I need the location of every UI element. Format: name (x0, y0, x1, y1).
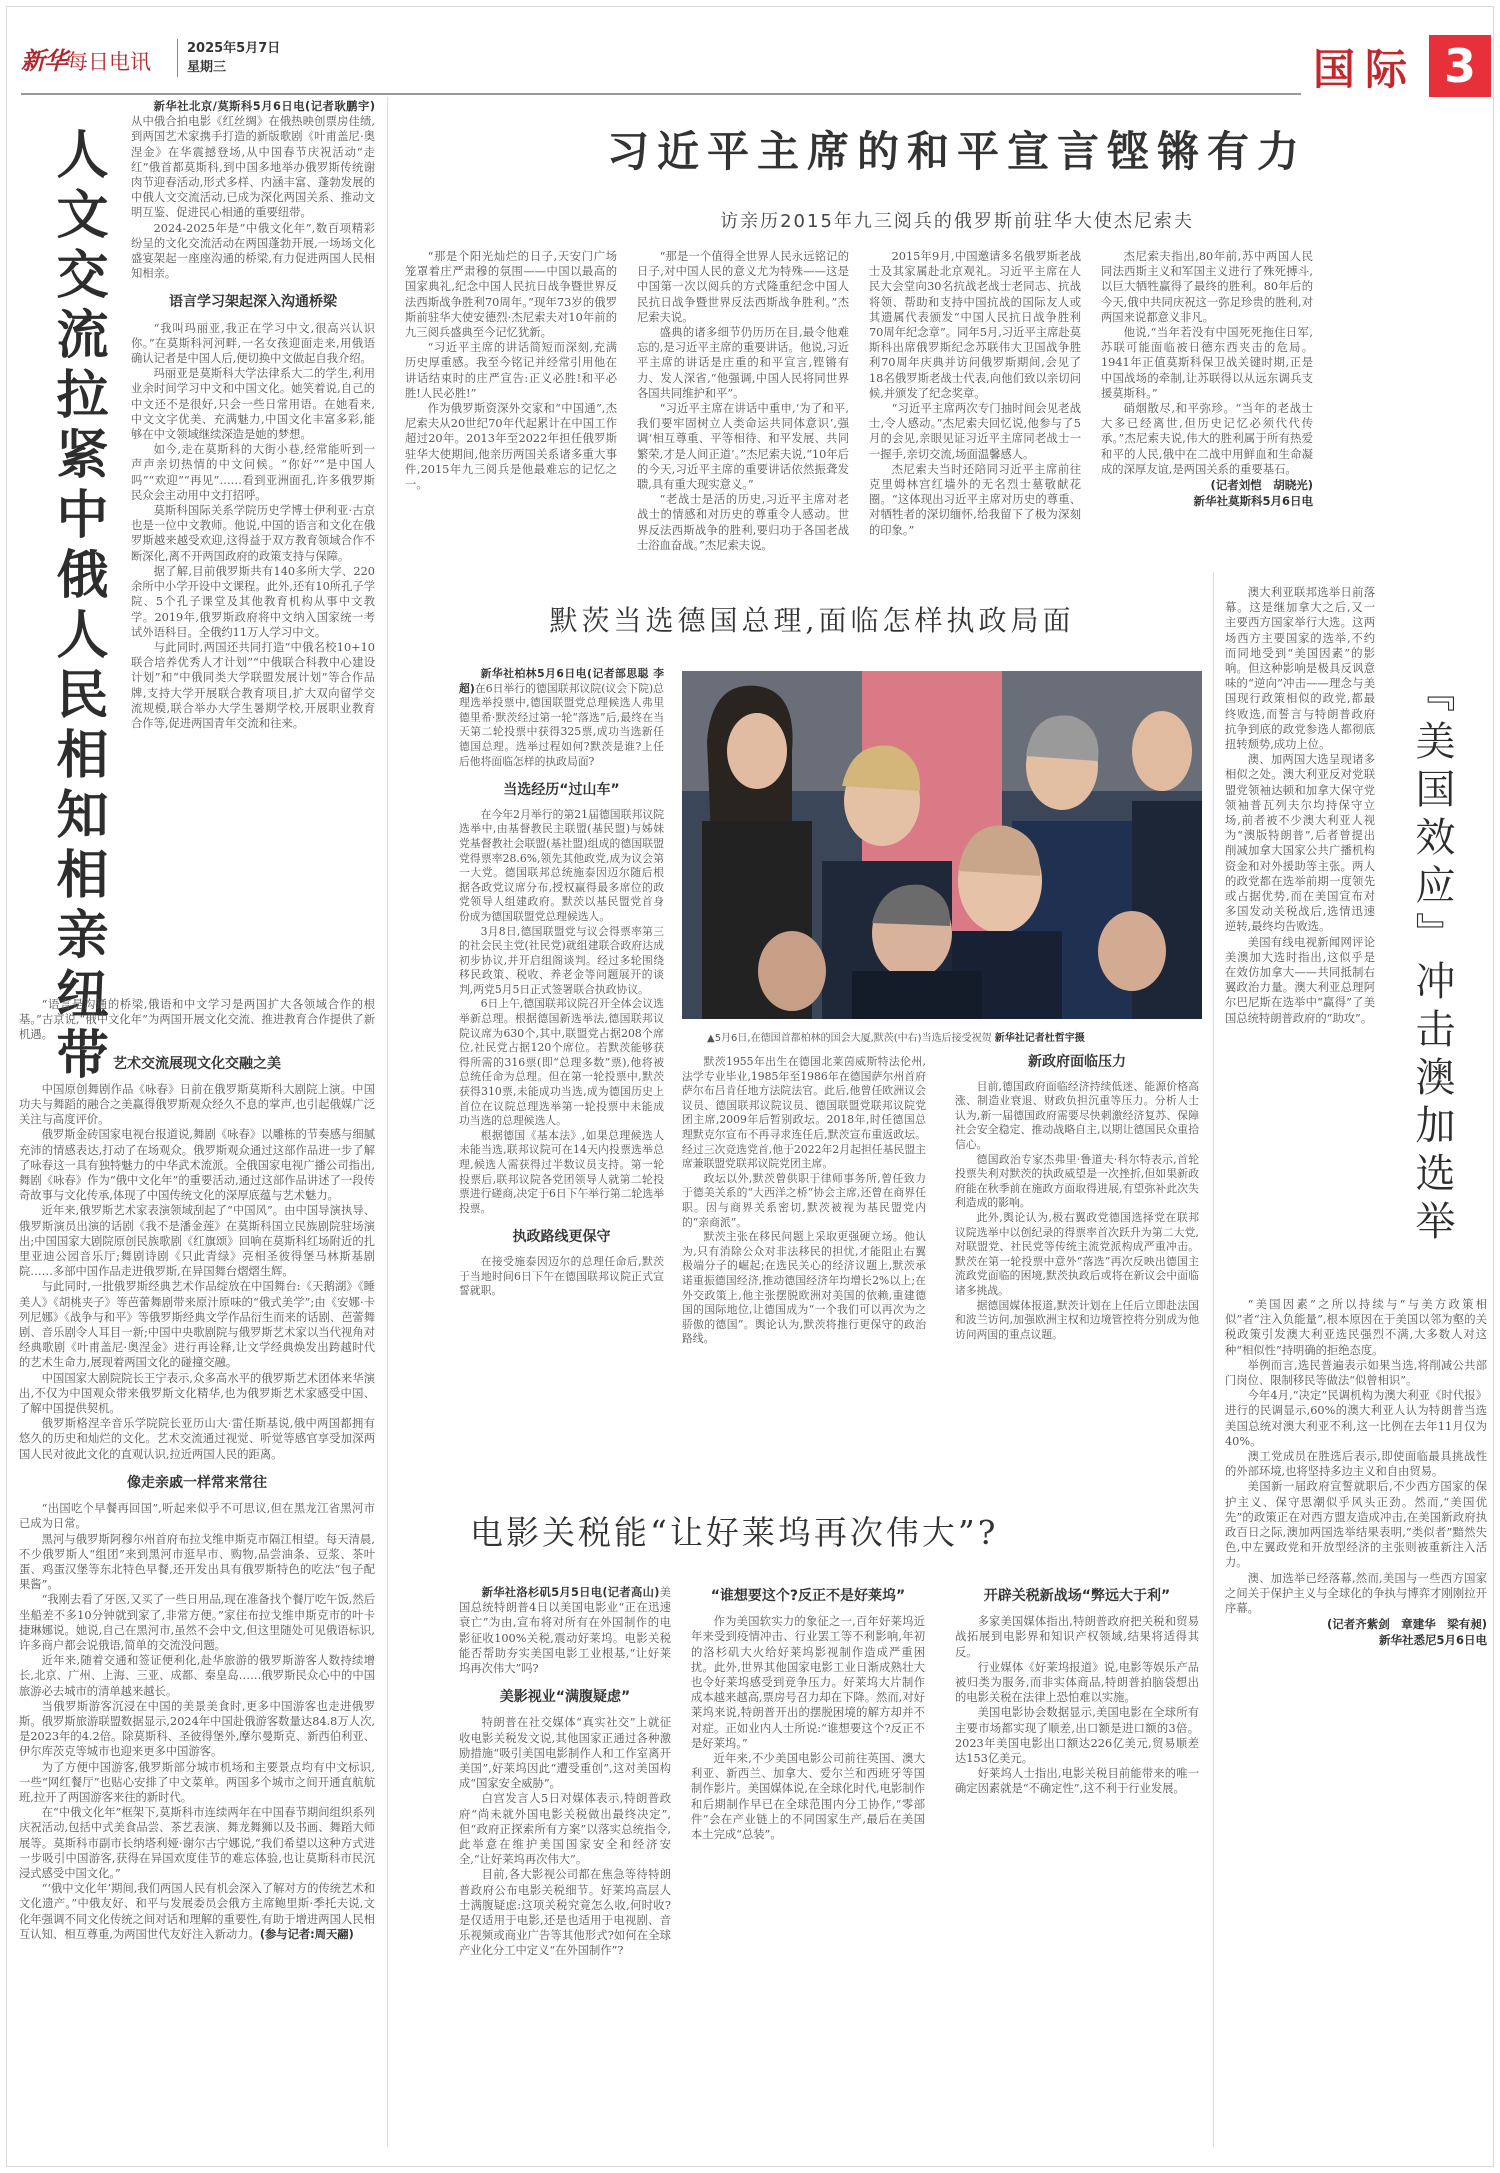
xi-dateline: 新华社莫斯科5月6日电 (1193, 494, 1313, 509)
culture-paragraph: 如今,走在莫斯科的大街小巷,经常能听到一声声亲切热情的中文问候。“你好”“是中国人吗”“欢迎”“再见”……看到亚洲面孔,许多俄罗斯民众会主动用中文打招呼。 (131, 443, 375, 502)
film-subhead-new-front: 开辟关税新战场“弊远大于利” (983, 1588, 1171, 1604)
culture-paragraph: 玛丽亚是莫斯科大学法律系大二的学生,利用业余时间学习中文和中国文化。她笑着说,自己的中文还不是很好,只会一些日常用语。在她看来,中文文字优美、充满魅力,中国文化丰富多彩,能够在中文领域继续深造是她的梦想。 (131, 367, 375, 442)
merz-subhead-conservative: 执政路线更保守 (512, 1229, 611, 1246)
culture-subhead-arts: 艺术交流展现文化交融之美 (113, 1055, 281, 1072)
australia-reporters: (记者齐紫剑 章建华 梁有昶) (1326, 1617, 1487, 1632)
masthead-rule (21, 93, 1301, 95)
culture-paragraph: 黑河与俄罗斯阿穆尔州首府布拉戈维申斯克市隔江相望。每天清晨,不少俄罗斯人“组团”来到黑河市逛早市、购物,品尝油条、豆浆、茶叶蛋、鸡蛋汉堡等东北特色早餐,还开发出具有俄罗斯特色的吃法“包子配果酱”。 (19, 1532, 375, 1592)
logo-title: 每日电讯 (67, 50, 151, 74)
film-column-2: “谁想要这个?反正不是好莱坞” 作为美国软实力的象征之一,百年好莱坞近年来受到疫情冲击、行业罢工等不利影响,年初的洛杉矶大火给好莱坞影视制作造成严重困扰。此外,世界其他国家电影工业日渐成熟壮大也令好莱坞感受到竞争压力。好莱坞大片制作成本越来越高,票房号召力却在下降。然而,对好莱坞来说,特朗普开出的摆脱困境的解方却并不对症。正如业内人士所说:“谁想要这个?反正不是好莱坞。” 近年来,不少美国电影公司前往英国、澳大利亚、新西兰、加拿大、爱尔兰和西班牙等国制作影片。美国媒体说,在全球化时代,电影制作和后期制作早已在全球范围内分工协作,“零部件”会在产业链上的不同国家生产,最后在美国本土完成“总装”。 (691, 1588, 925, 1842)
culture-subhead-language: 语言学习架起深入沟通桥梁 (169, 294, 337, 311)
australia-dateline: 新华社悉尼5月6日电 (1378, 1633, 1487, 1648)
section-title: 国际 (1313, 45, 1418, 94)
column-divider (1213, 572, 1214, 2147)
merz-column-2: 默茨1955年出生在德国北莱茵威斯特法伦州,法学专业毕业,1985年至1986年在德国萨尔州首府萨尔布吕肯任地方法院法官。此后,他曾任欧洲议会议员、德国联邦议院议员、德国联盟党联邦议院党团主席,2009年后暂别政坛。2018年,时任德国总理默克尔宣布不再寻求连任后,默茨宣布重返政坛。经过三次竞选党首,他于2022年2月起担任基民盟主席兼联盟党联邦议院党团主席。 政坛以外,默茨曾供职于律师事务所,曾任致力于德美关系的“大西洋之桥”协会主席,还曾在商界任职。因与商界关系密切,默茨被视为基民盟党内的“亲商派”。 默茨主张在移民问题上采取更强硬立场。他认为,只有消除公众对非法移民的担忧,才能阻止右翼极端分子的崛起;在选民关心的经济议题上,默茨承诺重振德国经济,推动德国经济年均增长2%以上;在外交政策上,他主张摆脱欧洲对美国的依赖,重建德国的国际地位,让德国成为“一个我们可以再次为之骄傲的德国”。舆论认为,默茨将推行更保守的政治路线。 (682, 1055, 926, 1346)
culture-paragraph: 为了方便中国游客,俄罗斯部分城市机场和主要景点均有中文标识,一些“网红餐厅”也贴心安排了中文菜单。两国多个城市之间开通直航航班,拉开了两国游客来往的新时代。 (19, 1760, 375, 1804)
culture-paragraph: “我刚去看了牙医,又买了一些日用品,现在准备找个餐厅吃午饭,然后坐船差不多10分钟就到家了,非常方便。”家住布拉戈维申斯克市的叶卡捷琳娜说。她说,自己在黑河市,虽然不会中文,但这里随处可见俄语标识,许多商户都会说俄语,简单的交流没问题。 (19, 1593, 375, 1652)
issue-date (187, 39, 280, 77)
australia-article-top: 澳大利亚联邦选举日前落幕。这是继加拿大之后,又一主要西方国家举行大选。这两场西方主要国家的选举,不约而同地受到“美国因素”的影响。但这种影响是极具反讽意味的“逆向”冲击——理念与美国现行政策相似的政党,都最终败选,而誓言与特朗普政府抗争到底的政党参选人都彻底扭转颓势,成功上位。 澳、加两国大选呈现诸多相似之处。澳大利亚反对党联盟党领袖达顿和加拿大保守党领袖普瓦列夫尔均持保守立场,前者被不少澳大利亚人视为“澳版特朗普”,后者曾提出削减加拿大国家公共广播机构资金和对外援助等主张。两人的政党都在选举前期一度领先或占据优势,而在美国宣布对多国发动关税战后,选情迅速逆转,最终均告败选。 美国有线电视新闻网评论美澳加大选时指出,这似乎是在效仿加拿大——共同抵制右翼政治力量。澳大利亚总理阿尔巴尼斯在选举中“赢得”了美国总统特朗普政府的“助攻”。 (1225, 586, 1375, 1025)
culture-paragraph: 近年来,随着交通和签证便利化,赴华旅游的俄罗斯游客人数持续增长,北京、广州、上海、三亚、成都、秦皇岛……俄罗斯民众心中的中国旅游必去城市的清单越来越长。 (19, 1654, 375, 1698)
weekday-text: 星期三 (187, 60, 227, 75)
culture-credit: (参与记者:周天翮) (259, 1927, 354, 1941)
merz-column-1: 新华社柏林5月6日电(记者部思聪 李超)在6日举行的德国联邦议院(议会下院)总理选举投票中,德国联盟党总理候选人弗里德里希·默茨经过第一轮“落选”后,最终在当天第二轮投票中获得325票,成功当选新任德国总理。选举过程如何?默茨是谁?上任后他将面临怎样的执政局面? 当选经历“过山车” 在今年2月举行的第21届德国联邦议院选举中,由基督教民主联盟(基民盟)与姊妹党基督教社会联盟(基社盟)组成的德国联盟党得票率28.6%,领先其他政党,成为议会第一大党。德国联邦总统施泰因迈尔随后根据各政党议席分布,授权赢得最多席位的政党领导人组建政府。默茨以基民盟党首身份成为德国联盟党总理候选人。 3月8日,德国联盟党与议会得票率第三的社会民主党(社民党)就组建联合政府达成初步协议,并开启组阁谈判。经过多轮围绕移民政策、税收、养老金等问题展开的谈判,两党5月5日正式签署联合执政协议。 6日上午,德国联邦议院召开全体会议选举新总理。根据德国新选举法,德国联邦议院议席为630个,其中,联盟党占据208个席位,社民党占据120个席位。若默茨能够获得所需的316票(即“总理多数”票),他将被总统任命为总理。但在第一轮投票中,默茨获得310票,未能成功当选,成为德国历史上首位在议院总理选举第一轮投票中未能成功当选的总理候选人。 根据德国《基本法》,如果总理候选人未能当选,联邦议院可在14天内投票选举总理,候选人需获得过半数议员支持。第一轮投票后,联邦议院各党团领导人就第二轮投票进行磋商,决定于6日下午举行第二轮选举投票。 执政路线更保守 在接受施泰因迈尔的总理任命后,默茨于当地时间6日下午在德国联邦议院正式宣誓就职。 (459, 667, 664, 1298)
culture-paragraph: 中国原创舞剧作品《咏春》日前在俄罗斯莫斯科大剧院上演。中国功夫与舞蹈的融合之美赢得俄罗斯观众经久不息的掌声,也引起俄媒广泛关注与高度评价。 (19, 1082, 375, 1127)
page-number-badge: 3 (1429, 35, 1491, 97)
film-dateline: 新华社洛杉矶5月5日电(记者高山) (481, 1586, 660, 1599)
film-column-1: 新华社洛杉矶5月5日电(记者高山)美国总统特朗普4日以美国电影业“正在迅速衰亡”为由,宣布将对所有在外国制作的电影征收100%关税,震动好莱坞。电影关税能否帮助夯实美国电影工业根基,“让好莱坞再次伟大”吗? 美影视业“满腹疑虑” 特朗普在社交媒体“真实社交”上就征收电影关税发文说,其他国家正通过各种激励措施“吸引美国电影制作人和工作室离开美国”,好莱坞因此“遭受重创”,这对美国构成“国家安全威胁”。 白宫发言人5日对媒体表示,特朗普政府“尚未就外国电影关税做出最终决定”,但“政府正探索所有方案”以落实总统指令,此举意在维护美国国家安全和经济安全,“让好莱坞再次伟大”。 目前,各大影视公司都在焦急等待特朗普政府公布电影关税细节。好莱坞高层人士满腹疑虑:这项关税究竟怎么收,何时收?是仅适用于电影,还是也适用于电视剧、音乐视频或商业广告等其他形式?如何在全球产业化分工中定义“在外国制作”? (459, 1586, 671, 1958)
xi-subheadline: 访亲历2015年九三阅兵的俄罗斯前驻华大使杰尼索夫 (720, 211, 1194, 232)
culture-paragraph: 据了解,目前俄罗斯共有140多所大学、220余所中小学开设中文课程。此外,还有10所孔子学院、5个孔子课堂及其他教育机构从事中文教学。2019年,俄罗斯政府将中文纳入国家统一考试外语科目。全俄约11万人学习中文。 (131, 564, 375, 639)
culture-paragraph: 俄罗斯金砖国家电视台报道说,舞剧《咏春》以雕栋的节奏感与细腻充沛的情感表达,打动了在场观众。俄罗斯观众通过这部作品进一步了解了咏春这一具有独特魅力的中华武术流派。全俄国家电视广播公司指出,舞剧《咏春》作为“俄中文化年”的重要活动,通过这部作品讲述了一段传奇故事与文化传承,体现了中国传统文化的深厚底蕴与艺术魅力。 (19, 1128, 375, 1203)
culture-paragraph: 2024-2025年是“中俄文化年”,数百项精彩纷呈的文化交流活动在两国蓬勃开展,一场场文化盛宴架起一座座沟通的桥梁,有力促进两国人民相知相亲。 (131, 221, 375, 281)
culture-paragraph: 当俄罗斯游客沉浸在中国的美景美食时,更多中国游客也走进俄罗斯。俄罗斯旅游联盟数据显示,2024年中国赴俄游客数量达84.8万人次,是2023年的4.2倍。除莫斯科、圣彼得堡外,摩尔曼斯克、新西伯利亚、伊尔库茨克等城市也迎来更多中国游客。 (19, 1699, 375, 1759)
xi-reporters: (记者刘恺 胡晓光) (1210, 478, 1313, 493)
culture-paragraph: 在“中俄文化年”框架下,莫斯科市连续两年在中国春节期间组织系列庆祝活动,包括中式美食品尝、茶艺表演、舞龙舞狮以及书画、舞蹈大师展等。莫斯科市副市长纳塔利娅·谢尔古宁娜说,“我们希望以这种方式进一步吸引中国游客,获得在异国欢度佳节的难忘体验,也让莫斯科市民沉浸式感受中国文化。” (19, 1806, 375, 1880)
xi-column-3: 2015年9月,中国邀请多名俄罗斯老战士及其家属赴北京观礼。习近平主席在人民大会堂向30名抗战老战士老同志、抗战将领、帮助和支持中国抗战的国际友人或其遗属代表颁发“中国人民抗日战争胜利70周年纪念章”。同年5月,习近平主席赴莫斯科出席俄罗斯纪念苏联伟大卫国战争胜利70周年庆典并访问俄罗斯期间,会见了18名俄罗斯老战士代表,向他们致以亲切问候,并颁发了纪念奖章。 “习近平主席两次专门抽时间会见老战士,令人感动。”杰尼索夫回忆说,他参与了5月的会见,亲眼见证习近平主席同老战士一一握手,亲切交流,场面温馨感人。 杰尼索夫当时还陪同习近平主席前往克里姆林宫红墙外的无名烈士墓敬献花圈。“这体现出习近平主席对历史的尊重、对牺牲者的深切缅怀,给我留下了极为深刻的印象。” (869, 250, 1081, 537)
film-subhead-who-wants: “谁想要这个?反正不是好莱坞” (710, 1588, 906, 1604)
merz-subhead-pressure: 新政府面临压力 (1028, 1054, 1126, 1070)
xi-column-2: “那是一个值得全世界人民永远铭记的日子,对中国人民的意义尤为特殊——这是中国第一次以阅兵的方式隆重纪念中国人民抗日战争暨世界反法西斯战争胜利。”杰尼索夫说。 盛典的诸多细节仍历历在目,最令他难忘的,是习近平主席的重要讲话。他说,习近平主席的讲话是庄重的和平宣言,铿锵有力、发人深省,“他强调,中国人民将同世界各国共同维护和平”。 “习近平主席在讲话中重申,‘为了和平,我们要牢固树立人类命运共同体意识’,强调‘相互尊重、平等相待、和平发展、共同繁荣,才是人间正道’。”杰尼索夫说,“10年后的今天,习近平主席的重要讲话依然振聋发聩,具有重大现实意义。” “老战士是活的历史,习近平主席对老战士的情感和对历史的尊重令人感动。世界反法西斯战争的胜利,要归功于各国老战士浴血奋战。”杰尼索夫说。 (637, 250, 849, 552)
culture-lead: 新华社北京/莫斯科5月6日电(记者耿鹏宇)从中俄合拍电影《红丝绸》在俄热映创票房佳绩,到两国艺术家携手打造的新版歌剧《叶甫盖尼·奥涅金》在华震撼登场,从中国春节庆祝活动“走红”俄首都莫斯科,到中国多地举办俄罗斯传统谢肉节迎春活动,形式多样、内涵丰富、蓬勃发展的中俄人文交流活动,已成为深化两国关系、推动文明互鉴、促进民心相通的重要纽带。 (131, 100, 375, 220)
merz-photo (682, 671, 1202, 1019)
merz-dateline: 新华社柏林5月6日电(记者部思聪 李超) (459, 667, 664, 695)
newspaper-page (6, 6, 1494, 2167)
photo-credit: 新华社记者杜哲宇摄 (994, 1033, 1085, 1044)
merz-column-3: 新政府面临压力 目前,德国政府面临经济持续低迷、能源价格高涨、制造业衰退、财政负担沉重等压力。分析人士认为,新一届德国政府需要尽快刺激经济复苏、保障社会安全稳定、推动战略自主,以期让德国民众重拾信心。 德国政治专家杰弗里·鲁道夫·科尔特表示,首轮投票失利对默茨的执政威望是一次挫折,但如果新政府能在秋季前在施政方面取得进展,有望弥补此次失利造成的影响。 此外,舆论认为,极右翼政党德国选择党在联邦议院选举中以创纪录的得票率首次跃升为第二大党,对联盟党、社民党等传统主流党派构成严重冲击。默茨在第一轮投票中意外“落选”再次反映出德国主流政党面临的困境,默茨执政后或将在新议会中面临诸多挑战。 据德国媒体报道,默茨计划在上任后立即赴法国和波兰访问,加强欧洲主权和边境管控将分别成为他访问两国的重点议题。 (955, 1054, 1199, 1341)
column-divider (387, 97, 388, 2147)
culture-paragraph: 俄罗斯格涅辛音乐学院院长亚历山大·雷任斯基说,俄中两国都拥有悠久的历史和灿烂的文化。艺术交流通过视觉、听觉等感官享受加深两国人民对彼此文化的直观认识,拉近两国人民的距离。 (19, 1417, 375, 1461)
date-text: 2025年5月7日 (187, 41, 281, 56)
masthead (17, 27, 1487, 94)
culture-article-top (131, 99, 375, 731)
culture-paragraph: 与此同时,一批俄罗斯经典艺术作品绽放在中国舞台:《天鹅湖》《睡美人》《胡桃夹子》等芭蕾舞剧带来原汁原味的“俄式美学”;由《安娜·卡列尼娜》《战争与和平》等俄罗斯经典文学作品衍生而来的话剧、芭蕾舞剧、音乐剧令人耳目一新;中国中央歌剧院与俄罗斯艺术家以当代视角对经典歌剧《叶甫盖尼·奥涅金》进行再诠释,让文学经典焕发出跨越时代的艺术生命力,展现着两国文化的碰撞交融。 (19, 1280, 375, 1370)
xi-column-4: 杰尼索夫指出,80年前,苏中两国人民同法西斯主义和军国主义进行了殊死搏斗,以巨大牺牲赢得了最终的胜利。80年后的今天,俄中共同庆祝这一弥足珍贵的胜利,对两国来说都意义非凡。 他说,“当年若没有中国死死拖住日军,苏联可能面临被日德东西夹击的危局。1941年正值莫斯科保卫战关键时期,正是中国战场的牵制,让苏联得以从远东调兵支援莫斯科。” 硝烟散尽,和平弥珍。“当年的老战士大多已经离世,但历史记忆必须代代传承。”杰尼索夫说,伟大的胜利属于所有热爱和平的人民,俄中在二战中用鲜血和生命凝成的深厚友谊,是两国关系的重要基石。 (记者刘恺 胡晓光) 新华社莫斯科5月6日电 (1101, 250, 1313, 509)
film-subhead-doubts: 美影视业“满腹疑虑” (499, 1689, 631, 1706)
culture-dateline: 新华社北京/莫斯科5月6日电(记者耿鹏宇) (153, 100, 375, 113)
culture-paragraph: 莫斯科国际关系学院历史学博士伊利亚·古京也是一位中文教师。他说,中国的语言和文化在俄罗斯越来越受欢迎,这得益于双方教育领域合作不断深化,离不开两国政府的政策支持与保障。 (131, 504, 375, 563)
culture-paragraph: 与此同时,两国还共同打造“中俄名校10+10联合培养优秀人才计划”“中俄联合科教中心建设计划”和“中俄同类大学联盟发展计划”等合作品牌,支持大学开展联合教育项目,扩大双向留学交流规模,联合举办大学生暑期学校,开展职业教育合作等,促进两国青年交流和往来。 (131, 640, 375, 730)
australia-article-bottom: “美国因素”之所以持续与“与美方政策相似”者“注入负能量”,根本原因在于美国以邻为壑的关税政策引发澳大利亚选民强烈不满,大多数人对这种“相似性”持明确的拒绝态度。 举例而言,选民普遍表示如果当选,将削减公共部门岗位、限制移民等做法“似曾相识”。 今年4月,“决定”民调机构为澳大利亚《时代报》进行的民调显示,60%的澳大利亚人认为特朗普当选美国总统对澳大利亚不利,这一比例在去年11月仅为40%。 澳工党成员在胜选后表示,即使面临最具挑战性的外部环境,也将坚持多边主义和自由贸易。 美国新一届政府宣誓就职后,不少西方国家的保护主义、保守思潮似乎风头正劲。然而,“美国优先”的政策正在对西方盟友造成冲击,在美国新政府执政百日之际,澳加两国选举结果表明,“类似者”黯然失色,中左翼政党和开放型经济的主张则被重新注入活力。 澳、加选举已经落幕,然而,美国与一些西方国家之间关于保护主义与全球化的争执与博弈才刚刚拉开序幕。 (记者齐紫剑 章建华 梁有昶) 新华社悉尼5月6日电 (1225, 1298, 1487, 1648)
film-column-3: 开辟关税新战场“弊远大于利” 多家美国媒体指出,特朗普政府把关税和贸易战拓展到电影界和知识产权领域,结果将适得其反。 行业媒体《好莱坞报道》说,电影等娱乐产品被归类为服务,而非实体商品,特朗普拍脑袋想出的电影关税在法律上恐怕难以实施。 美国电影协会数据显示,美国电影在全球所有主要市场都实现了顺差,出口额是进口额的3倍。2023年美国电影出口额达226亿美元,贸易顺差达153亿美元。 好莱坞人士指出,电影关税目前能带来的唯一确定因素就是“不确定性”,这不利于行业发展。 (955, 1588, 1199, 1796)
merz-headline: 默茨当选德国总理,面临怎样执政局面 (549, 604, 1075, 637)
masthead-divider (177, 39, 178, 77)
culture-paragraph: “‘俄中文化年’期间,我们两国人民有机会深入了解对方的传统艺术和文化遗产。”中俄友好、和平与发展委员会俄方主席鲍里斯·季托夫说,文化年强调不同文化传统之间对话和理解的重要性,有助于增进两国人民相互认知、相互尊重,为两国世代友好注入新动力。(参与记者:周天翮) (19, 1882, 375, 1941)
culture-subhead-relatives: 像走亲戚一样常来常往 (127, 1474, 267, 1491)
newspaper-logo (21, 41, 151, 76)
culture-paragraph: “我叫玛丽亚,我正在学习中文,很高兴认识你。”在莫斯科河河畔,一名女孩迎面走来,用俄语确认记者是中国人后,便切换中文做起自我介绍。 (131, 321, 375, 366)
xi-headline: 习近平主席的和平宣言铿锵有力 (606, 127, 1307, 176)
culture-paragraph: “语言是沟通的桥梁,俄语和中文学习是两国扩大各领域合作的根基。”古京说,“俄中文化年”为两国开展文化交流、推进教育合作提供了新机遇。 (19, 998, 375, 1042)
merz-subhead-rollercoaster: 当选经历“过山车” (503, 782, 620, 799)
photo-caption: ▲5月6日,在德国首都柏林的国会大厦,默茨(中右)当选后接受祝贺 新华社记者杜哲宇摄 (707, 1033, 1085, 1044)
culture-paragraph: 近年来,俄罗斯艺术家表演领域刮起了“中国风”。由中国导演执导、俄罗斯演员出演的话剧《我不是潘金莲》在莫斯科国立民族剧院驻场演出;中国国家大剧院原创民族歌剧《红旗颂》回响在莫斯科红场附近的扎里亚迪公园音乐厅;舞剧诗剧《只此青绿》亮相圣彼得堡马林斯基剧院……多部中国作品走进俄罗斯,在异国舞台熠熠生辉。 (19, 1204, 375, 1279)
xi-column-1: “那是个阳光灿烂的日子,天安门广场笼罩着庄严肃穆的氛围——中国以最高的国家典礼,纪念中国人民抗日战争暨世界反法西斯战争胜利70周年。”现年73岁的俄罗斯前驻华大使安德烈·杰尼索夫对10年前的九三阅兵盛典至今记忆犹新。 “习近平主席的讲话简短而深刻,充满历史厚重感。我至今铭记并经常引用他在讲话结束时的庄严宣告:正义必胜!和平必胜!人民必胜!” 作为俄罗斯资深外交家和“中国通”,杰尼索夫从20世纪70年代起累计在中国工作超过20年。2013年至2022年担任俄罗斯驻华大使期间,他亲历两国关系诸多重大事件,2015年九三阅兵是他最难忘的记忆之一。 (405, 250, 617, 492)
logo-mark: 新华 (21, 46, 67, 75)
culture-paragraph: 中国国家大剧院院长王宁表示,众多高水平的俄罗斯艺术团体来华演出,不仅为中国观众带来俄罗斯文化精华,也为俄罗斯艺术家感受中国、了解中国提供契机。 (19, 1371, 375, 1416)
culture-paragraph: “出国吃个早餐再回国”,听起来似乎不可思议,但在黑龙江省黑河市已成为日常。 (19, 1502, 375, 1531)
australia-vertical-headline: 『美国效应』冲击澳加选举 (1409, 672, 1455, 1248)
culture-vertical-headline: 人文交流拉紧中俄人民相知相亲纽带 (47, 127, 108, 1087)
culture-article-bottom (19, 997, 375, 1942)
photo-crowd-image (682, 671, 1202, 1019)
film-headline: 电影关税能“让好莱坞再次伟大”? (470, 1513, 999, 1552)
